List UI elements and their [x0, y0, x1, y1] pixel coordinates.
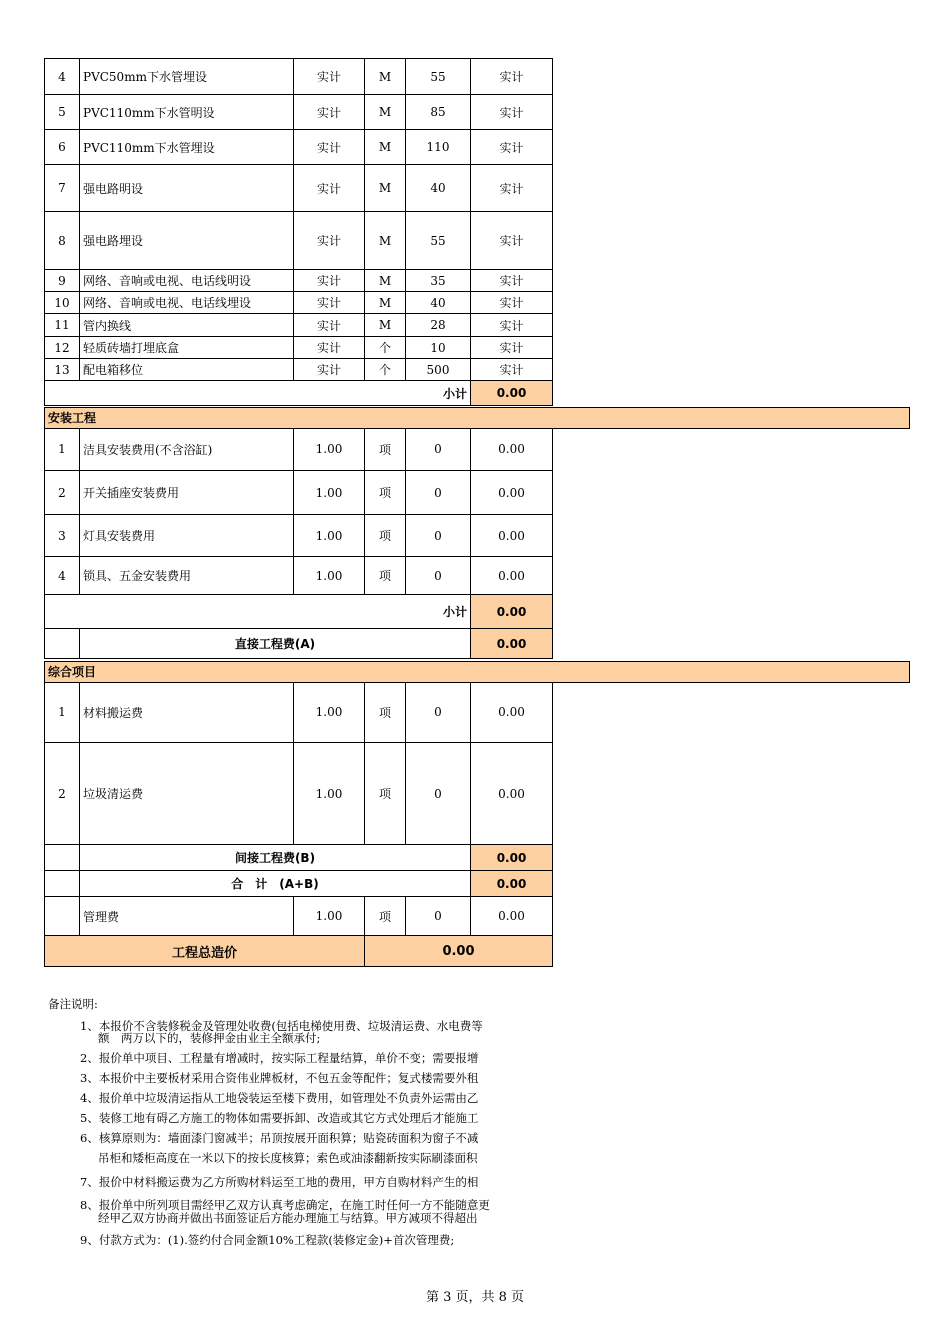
- table-row: [45, 165, 553, 212]
- item-name: 网络、音响或电视、电话线明设: [80, 270, 294, 292]
- item-name: 网络、音响或电视、电话线埋设: [80, 292, 294, 314]
- remark-6-cont: 吊柜和矮柜高度在一米以下的按长度核算；索色或油漆翻新按实际刷漆面积: [98, 1151, 478, 1165]
- item-total: 实计: [471, 95, 553, 130]
- plumbing-electrical-rows: [45, 59, 553, 381]
- install-rows: [45, 428, 553, 595]
- item-price: 55: [406, 212, 471, 270]
- subtotal-row-a: [45, 381, 553, 406]
- subtotal-label: 小计: [45, 381, 471, 406]
- section-misc-header: 综合项目: [44, 661, 910, 683]
- row-number: 4: [45, 557, 80, 595]
- table-row: [45, 557, 553, 595]
- remark-1-cont: 额 两万以下的，装修押金由业主全额承付;: [98, 1031, 321, 1045]
- row-number: 1: [45, 428, 80, 471]
- remark-6: 6、核算原则为：墙面漆门窗减半；吊顶按展开面积算；贴瓷砖面积为窗子不减: [80, 1131, 479, 1145]
- item-qty: 1.00: [294, 557, 365, 595]
- item-total: 实计: [471, 314, 553, 337]
- item-name: PVC50mm下水管埋设: [80, 59, 294, 95]
- item-name: 洁具安装费用(不含浴缸): [80, 428, 294, 471]
- item-price: 40: [406, 165, 471, 212]
- item-qty: 实计: [294, 165, 365, 212]
- item-total: 0.00: [471, 515, 553, 557]
- item-unit: 个: [365, 337, 406, 359]
- indirect-cost-value: 0.00: [471, 845, 553, 871]
- item-unit: 项: [365, 471, 406, 515]
- remarks: [48, 996, 553, 1252]
- item-total: 实计: [471, 337, 553, 359]
- misc-rows: [45, 682, 553, 845]
- item-unit: 项: [365, 682, 406, 743]
- item-total: 实计: [471, 212, 553, 270]
- item-qty: 实计: [294, 95, 365, 130]
- row-number: 8: [45, 212, 80, 270]
- item-qty: 实计: [294, 359, 365, 381]
- item-qty: 实计: [294, 337, 365, 359]
- row-number: 11: [45, 314, 80, 337]
- item-total: 0.00: [471, 557, 553, 595]
- table-row: [45, 682, 553, 743]
- row-number: 3: [45, 515, 80, 557]
- item-name: 锁具、五金安装费用: [80, 557, 294, 595]
- grand-total-label: 工程总造价: [45, 936, 365, 967]
- item-name: 配电箱移位: [80, 359, 294, 381]
- item-unit: M: [365, 270, 406, 292]
- item-total: 0.00: [471, 428, 553, 471]
- quote-table: [44, 58, 553, 967]
- subtotal-value: 0.00: [471, 381, 553, 406]
- item-price: 28: [406, 314, 471, 337]
- item-name: 轻质砖墙打埋底盒: [80, 337, 294, 359]
- item-price: 110: [406, 130, 471, 165]
- item-unit: M: [365, 130, 406, 165]
- mgmt-price: 0: [406, 897, 471, 936]
- item-name: 强电路明设: [80, 165, 294, 212]
- page-footer: 第 3 页，共 8 页: [425, 1290, 525, 1305]
- item-name: 灯具安装费用: [80, 515, 294, 557]
- item-unit: 项: [365, 515, 406, 557]
- item-unit: 项: [365, 557, 406, 595]
- item-unit: M: [365, 95, 406, 130]
- item-qty: 1.00: [294, 428, 365, 471]
- subtotal-row-install: [45, 595, 553, 629]
- sum-value: 0.00: [471, 871, 553, 897]
- table-row: [45, 359, 553, 381]
- item-price: 0: [406, 471, 471, 515]
- sum-row: [45, 871, 553, 897]
- direct-cost-label: 直接工程费(A): [80, 629, 471, 659]
- row-number: 13: [45, 359, 80, 381]
- item-total: 实计: [471, 59, 553, 95]
- remark-3: 3、本报价中主要板材采用合资伟业牌板材，不包五金等配件；复式楼需要外租: [80, 1071, 479, 1085]
- row-number: 9: [45, 270, 80, 292]
- subtotal-value: 0.00: [471, 595, 553, 629]
- row-number: 1: [45, 682, 80, 743]
- item-qty: 实计: [294, 292, 365, 314]
- item-name: 材料搬运费: [80, 682, 294, 743]
- table-row: [45, 59, 553, 95]
- item-total: 实计: [471, 270, 553, 292]
- row-number: 2: [45, 743, 80, 845]
- remark-9: 9、付款方式为：(1).签约付合同金额10%工程款(装修定金)+首次管理费;: [80, 1233, 455, 1247]
- sum-label: 合 计 (A+B): [80, 871, 471, 897]
- item-unit: M: [365, 212, 406, 270]
- row-number: 2: [45, 471, 80, 515]
- remark-4: 4、报价单中垃圾清运指从工地袋装运至楼下费用，如管理处不负责外运需由乙: [80, 1091, 479, 1105]
- remarks-title: 备注说明:: [48, 997, 98, 1011]
- item-unit: 项: [365, 428, 406, 471]
- remark-8: 8、报价单中所列项目需经甲乙双方认真考虑确定，在施工时任何一方不能随意更: [80, 1198, 490, 1212]
- item-qty: 1.00: [294, 682, 365, 743]
- item-unit: M: [365, 59, 406, 95]
- item-price: 0: [406, 557, 471, 595]
- item-price: 40: [406, 292, 471, 314]
- table-row: [45, 743, 553, 845]
- table-row: [45, 314, 553, 337]
- remark-7: 7、报价中材料搬运费为乙方所购材料运至工地的费用，甲方自购材料产生的相: [80, 1175, 479, 1189]
- item-unit: 项: [365, 743, 406, 845]
- row-number: 4: [45, 59, 80, 95]
- table-row: [45, 428, 553, 471]
- table-row: [45, 212, 553, 270]
- item-total: 0.00: [471, 471, 553, 515]
- subtotal-label: 小计: [45, 595, 471, 629]
- mgmt-qty: 1.00: [294, 897, 365, 936]
- mgmt-total: 0.00: [471, 897, 553, 936]
- table-row: [45, 292, 553, 314]
- row-number: 12: [45, 337, 80, 359]
- item-qty: 1.00: [294, 743, 365, 845]
- section-install-header: 安装工程: [44, 407, 910, 429]
- item-price: 85: [406, 95, 471, 130]
- item-unit: M: [365, 314, 406, 337]
- table-row: [45, 515, 553, 557]
- item-price: 0: [406, 682, 471, 743]
- item-unit: M: [365, 292, 406, 314]
- item-name: 垃圾清运费: [80, 743, 294, 845]
- item-unit: 个: [365, 359, 406, 381]
- item-price: 500: [406, 359, 471, 381]
- item-name: 强电路埋设: [80, 212, 294, 270]
- item-total: 实计: [471, 359, 553, 381]
- indirect-cost-label: 间接工程费(B): [80, 845, 471, 871]
- item-qty: 1.00: [294, 515, 365, 557]
- remark-5: 5、装修工地有碍乙方施工的物体如需要拆卸、改造或其它方式处理后才能施工: [80, 1111, 479, 1125]
- grand-total-value: 0.00: [365, 936, 553, 967]
- indirect-cost-row: [45, 845, 553, 871]
- item-qty: 1.00: [294, 471, 365, 515]
- item-qty: 实计: [294, 130, 365, 165]
- table-row: [45, 337, 553, 359]
- remark-8-cont: 经甲乙双方协商并做出书面签证后方能办理施工与结算。甲方减项不得超出: [98, 1211, 478, 1225]
- table-row: [45, 95, 553, 130]
- item-total: 0.00: [471, 682, 553, 743]
- direct-cost-value: 0.00: [471, 629, 553, 659]
- management-fee-row: [45, 897, 553, 936]
- row-number: 6: [45, 130, 80, 165]
- item-name: 开关插座安装费用: [80, 471, 294, 515]
- item-price: 0: [406, 428, 471, 471]
- item-name: PVC110mm下水管埋设: [80, 130, 294, 165]
- table-row: [45, 471, 553, 515]
- remark-2: 2、报价单中项目、工程量有增减时，按实际工程量结算，单价不变；需要报增: [80, 1051, 479, 1065]
- item-price: 0: [406, 743, 471, 845]
- direct-cost-row: [45, 629, 553, 659]
- item-total: 0.00: [471, 743, 553, 845]
- row-number: 7: [45, 165, 80, 212]
- remark-1: 1、本报价不含装修税金及管理处收费(包括电梯使用费、垃圾清运费、水电费等: [80, 1019, 483, 1033]
- grand-total-row: [45, 936, 553, 967]
- item-qty: 实计: [294, 212, 365, 270]
- row-number: 5: [45, 95, 80, 130]
- item-qty: 实计: [294, 314, 365, 337]
- item-price: 55: [406, 59, 471, 95]
- mgmt-name: 管理费: [80, 897, 294, 936]
- table-row: [45, 130, 553, 165]
- item-total: 实计: [471, 165, 553, 212]
- item-name: PVC110mm下水管明设: [80, 95, 294, 130]
- item-name: 管内换线: [80, 314, 294, 337]
- row-number: 10: [45, 292, 80, 314]
- mgmt-unit: 项: [365, 897, 406, 936]
- item-qty: 实计: [294, 270, 365, 292]
- item-total: 实计: [471, 130, 553, 165]
- item-qty: 实计: [294, 59, 365, 95]
- item-unit: M: [365, 165, 406, 212]
- item-total: 实计: [471, 292, 553, 314]
- item-price: 10: [406, 337, 471, 359]
- item-price: 35: [406, 270, 471, 292]
- table-row: [45, 270, 553, 292]
- item-price: 0: [406, 515, 471, 557]
